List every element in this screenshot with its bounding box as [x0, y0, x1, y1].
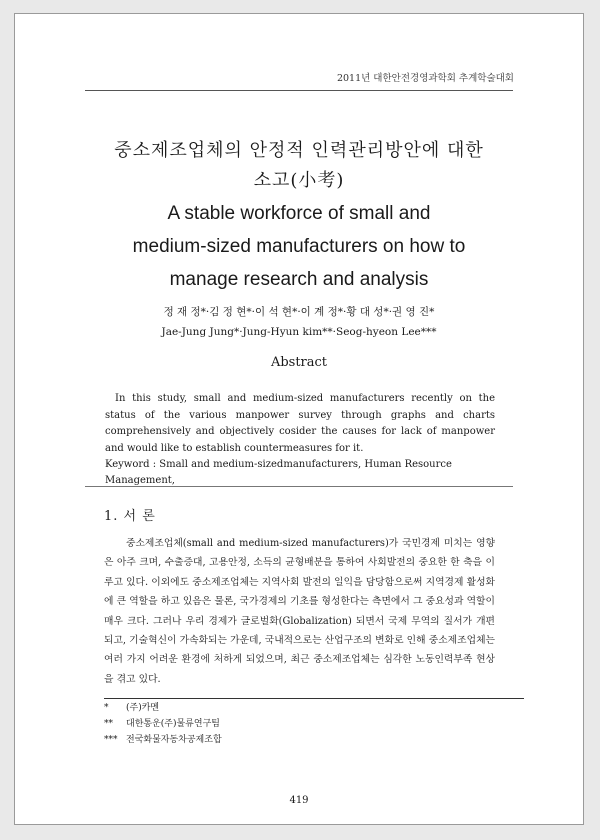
- introduction-body: [104, 534, 495, 689]
- footnote: [104, 732, 222, 748]
- footnote: [104, 700, 222, 716]
- footnote-mark: *: [104, 703, 109, 713]
- keywords: Keyword : Small and medium-sizedmanufacturers, Human Resource Management,: [105, 459, 452, 486]
- footnote-mark: ***: [104, 735, 118, 745]
- title-korean-line-2: 소고(小考): [253, 170, 345, 191]
- title-english-line-3: manage research and analysis: [169, 269, 429, 290]
- header-rule: [85, 90, 513, 91]
- section-rule: [85, 486, 513, 487]
- title-block: [55, 136, 543, 295]
- authors-english: Jae-Jung Jung*·Jung-Hyun kim**·Seog-hyeon Lee***: [161, 326, 437, 338]
- footnote-rule: [104, 698, 524, 699]
- section-title: 1. 서 론: [104, 509, 156, 524]
- title-english-line-1: A stable workforce of small and: [167, 203, 431, 224]
- abstract-body: [105, 391, 495, 457]
- introduction-paragraph: 중소제조업체(small and medium-sized manufacturers)가 국민경제 미치는 영향은 아주 크며, 수출증대, 고용안정, 소득의 균형배분을 통하여 사회발전의 중요한 한 축을 이루고 있다. 이외에도 중소제조업체는 지역사회 발전의 일익을 담당함으로써 지역경제 활성화에 큰 역할을 하고 있음은 물론, 국가경제의 기초를 형성한다는 측면에서 그 중요성과 역할이 매우 크다. 그러나 우리 경제가 글로벌화(Globalization) 되면서 국제 무역의 질서가 개편되고, 기술혁신이 가속화되는 가운데, 국내적으로는 산업구조의 변화로 인해 중소제조업체는 여러 가지 어려운 환경에 처하게 되었으며, 최근 중소제조업체는 심각한 노동인력부족 현상을 겪고 있다.: [104, 538, 495, 685]
- title-english-line-2: medium-sized manufacturers on how to: [132, 236, 466, 257]
- footnote-text: 전국화물자동차공제조합: [126, 735, 222, 745]
- title-korean-line-1: 중소제조업체의 안정적 인력관리방안에 대한: [114, 140, 484, 161]
- paper-page: [14, 13, 584, 825]
- abstract-text: In this study, small and medium-sized manufacturers recently on the status of the various manpower survey through graphs and charts comprehensively and objectively cosider the causes for lack of manpower and would like to establish countermeasures for it.: [105, 393, 495, 454]
- page-number: 419: [289, 795, 309, 806]
- footnote-mark: **: [104, 719, 113, 729]
- running-header: 2011년 대한안전경영과학회 추계학술대회: [336, 73, 514, 84]
- footnote-text: (주)카멘: [126, 703, 160, 713]
- abstract-heading: Abstract: [270, 355, 328, 370]
- authors-korean: 정 재 정*·김 정 현*·이 석 현*·이 계 정*·황 대 성*·권 영 진*: [163, 306, 435, 318]
- footnote: [104, 716, 222, 732]
- footnote-text: 대한통운(주)물류연구팀: [126, 719, 220, 729]
- authors: [55, 302, 543, 342]
- footnotes: [104, 700, 222, 748]
